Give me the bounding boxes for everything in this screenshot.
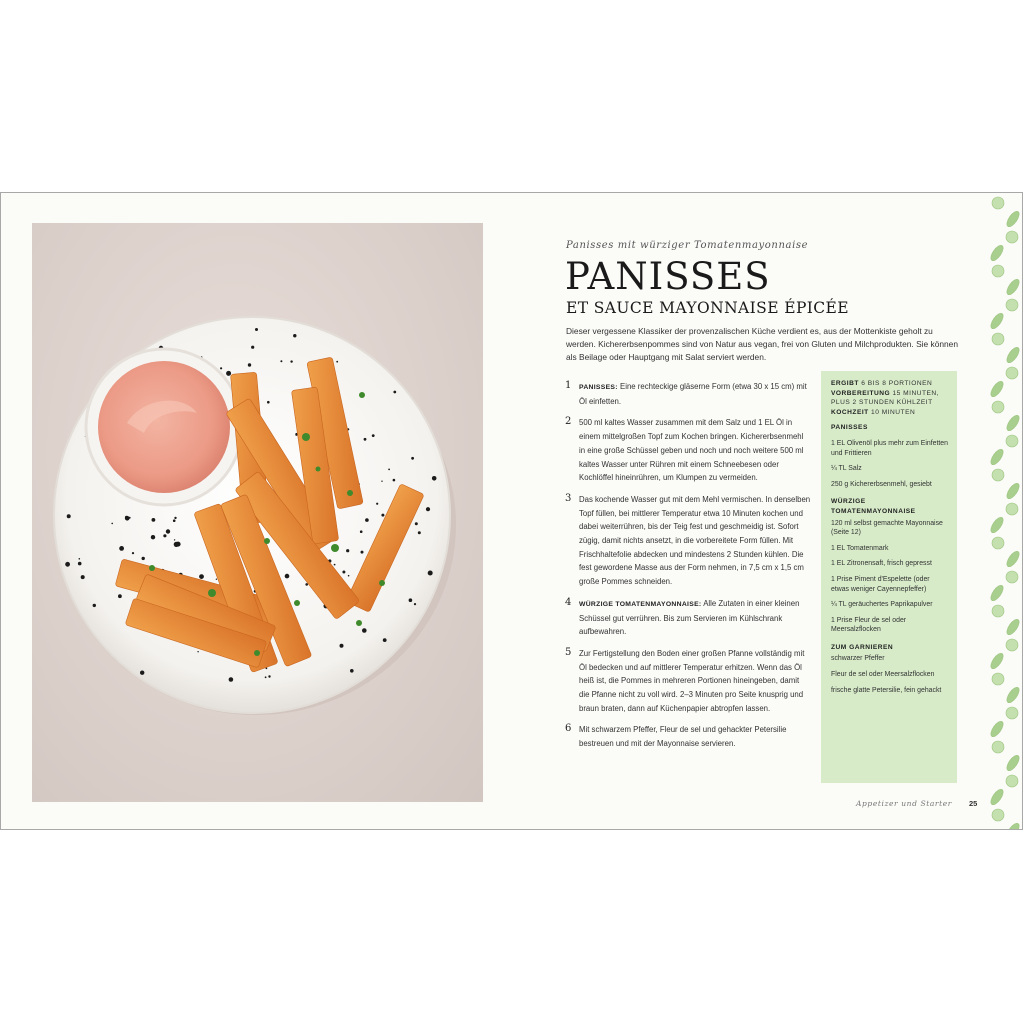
recipe-step [565, 723, 811, 750]
ingredient-item: 1 EL Olivenöl plus mehr zum Einfetten und Frittieren [831, 439, 948, 457]
ingredient-group-heading: ZUM GARNIEREN [831, 643, 894, 651]
step-number: 3 [565, 492, 572, 504]
ingredient-item: 120 ml selbst gemachte Mayonnaise (Seite 12) [831, 519, 943, 537]
step-number: 6 [565, 723, 572, 735]
ingredient-group-heading: WÜRZIGE TOMATENMAYONNAISE [831, 498, 916, 515]
ingredient-item: ¼ TL geräuchertes Paprikapulver [831, 601, 933, 609]
ingredient-item: 250 g Kichererbsenmehl, gesiebt [831, 480, 932, 488]
prep-value: 15 MINUTEN, PLUS 2 STUNDEN KÜHLZEIT [831, 389, 939, 407]
prep-label: VORBEREITUNG [831, 389, 891, 397]
step-number: 2 [565, 416, 572, 428]
recipe-step [565, 493, 811, 589]
step-text: Das kochende Wasser gut mit dem Mehl vermischen. In denselben Topf füllen, bei mittlerer Temperatur etwa 10 Minuten kochen und dabei weiterrühren, bis der Teig fest und geschmeidig ist. Sofort zügig, damit nichts ansetzt, in die vorbereitete Form füllen. Mit Frischhaltefolie abdecken und mindestens 2 Stunden kühlen. Die fest gewordene Masse aus der Form nehmen, in 7,5 cm x 1,5 cm große Pommes schneiden. [579, 494, 811, 587]
step-number: 4 [565, 596, 572, 608]
page-number: 25 [969, 799, 978, 808]
ingredient-item: 1 Prise Fleur de sel oder Meersalzflocken [831, 616, 907, 634]
ingredient-item: frische glatte Petersilie, fein gehackt [831, 686, 942, 694]
recipe-step [565, 647, 811, 716]
step-text: Mit schwarzem Pfeffer, Fleur de sel und gehackter Petersilie bestreuen und mit der Mayonnaise servieren. [579, 725, 787, 749]
recipe-kicker: Panisses mit würziger Tomatenmayonnaise [566, 240, 809, 251]
step-number: 1 [565, 380, 572, 391]
step-text: Alle Zutaten in einer kleinen Schüssel gut verrühren. Bis zum Servieren im Kühlschrank aufbewahren. [579, 598, 800, 637]
step-text: Zur Fertigstellung den Boden einer großen Pfanne vollständig mit Öl bedecken und auf mittlerer Temperatur erhitzen. Wenn das Öl heiß ist, die Pommes in mehreren Portionen hineingeben, damit die Pfanne nicht zu voll wird. 2–3 Minuten pro Seite knusprig und braun braten, dann auf Küchenpapier abtropfen lassen. [579, 648, 805, 713]
floral-pattern-icon [986, 193, 1023, 830]
recipe-steps [565, 380, 811, 759]
ingredient-item: ¼ TL Salz [831, 465, 862, 473]
ingredients-box [821, 371, 957, 783]
ingredient-item: 1 EL Tomatenmark [831, 544, 889, 552]
recipe-subtitle: ET SAUCE MAYONNAISE ÉPICÉE [566, 299, 849, 317]
cook-label: KOCHZEIT [831, 408, 869, 416]
recipe-meta [831, 379, 948, 417]
floral-border [986, 193, 1023, 830]
ingredient-item: 1 Prise Piment d'Espelette (oder etwas weniger Cayennepfeffer) [831, 575, 930, 593]
recipe-step [565, 380, 811, 408]
yield-label: ERGIBT [831, 380, 859, 387]
step-text: 500 ml kaltes Wasser zusammen mit dem Salz und 1 EL Öl in einem mittelgroßen Topf zum Kochen bringen. Kichererbsenmehl in eine große Schüssel geben und noch und noch weitere 500 ml kaltes Wasser unter Rühren mit einem Schneebesen oder Kochlöffel hineinrühren, um Klumpen zu vermeiden. [579, 418, 804, 483]
recipe-title: PANISSES [565, 255, 771, 298]
photo-illustration [32, 223, 483, 802]
step-lead: WÜRZIGE TOMATENMAYONNAISE: [579, 600, 702, 608]
step-lead: PANISSES: [579, 384, 618, 391]
recipe-step [565, 597, 811, 639]
ingredient-group-heading: PANISSES [831, 424, 868, 432]
step-text: Eine rechteckige gläserne Form (etwa 30 x 15 cm) mit Öl einfetten. [579, 382, 807, 406]
book-spread [0, 192, 1023, 830]
recipe-intro: Dieser vergessene Klassiker der provenzalischen Küche verdient es, aus der Mottenkiste geholt zu werden. Kichererbsenpommes sind von Natur aus vegan, frei von Gluten und Milchprodukten. Sie können als Beilage oder Hauptgang mit Salat serviert werden. [566, 326, 958, 362]
ingredient-item: schwarzer Pfeffer [831, 655, 885, 663]
recipe-photo [32, 223, 483, 802]
recipe-step [565, 416, 811, 485]
ingredient-item: Fleur de sel oder Meersalzflocken [831, 671, 935, 679]
running-footer-section: Appetizer und Starter [856, 799, 952, 808]
ingredient-item: 1 EL Zitronensaft, frisch gepresst [831, 560, 932, 568]
step-number: 5 [565, 646, 572, 658]
cook-value: 10 MINUTEN [868, 408, 916, 416]
yield-value: 6 BIS 8 PORTIONEN [858, 380, 933, 387]
